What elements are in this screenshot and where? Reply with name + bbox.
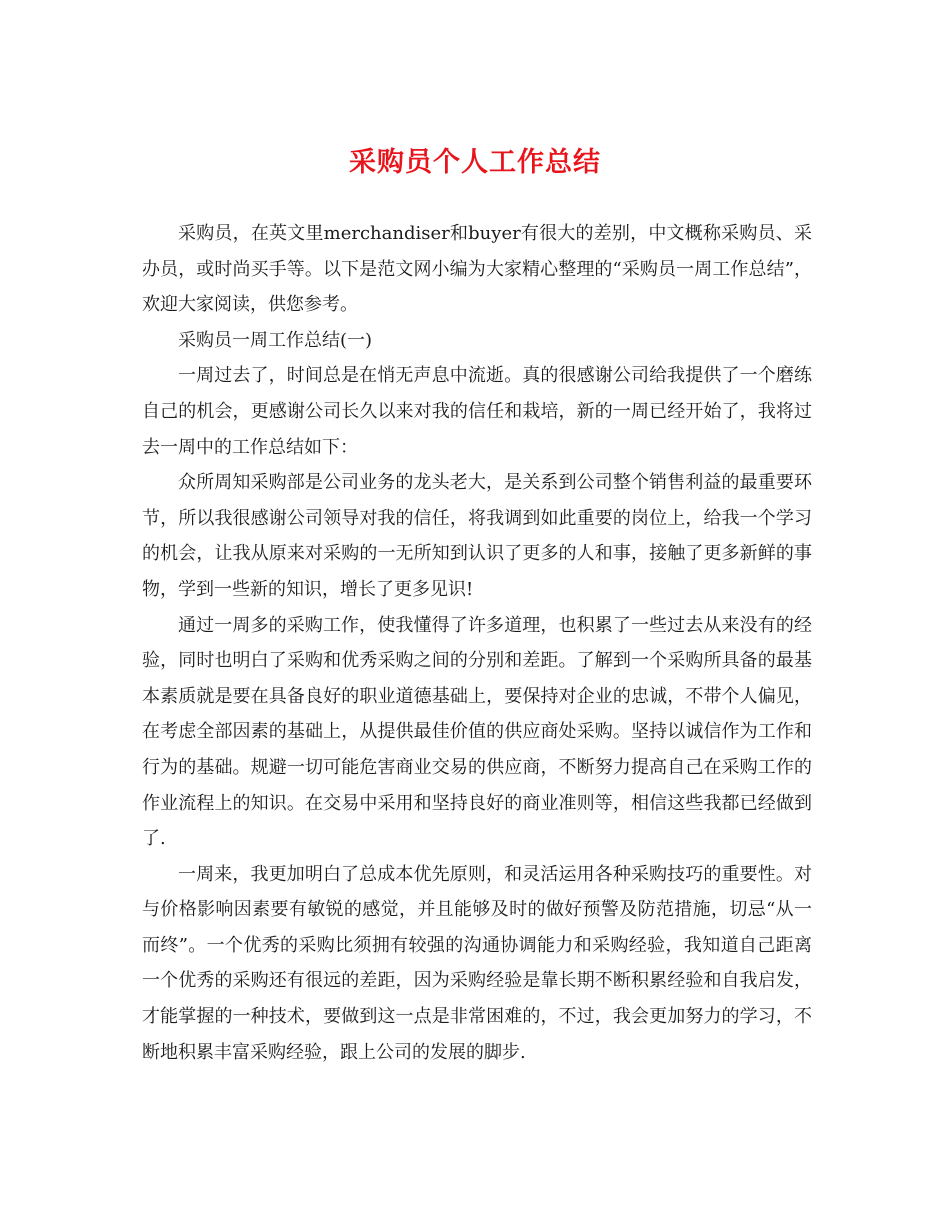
paragraph-2: 众所周知采购部是公司业务的龙头老大，是关系到公司整个销售利益的最重要环节，所以我很感谢公司领导对我的信任，将我调到如此重要的岗位上，给我一个学习的机会，让我从原来对采购的一无所知到认识了更多的人和事，接触了更多新鲜的事物，学到一些新的知识，增长了更多见识! xyxy=(142,472,812,600)
page-title: 采购员个人工作总结 xyxy=(349,147,601,178)
section-heading: 采购员一周工作总结(一) xyxy=(178,329,373,351)
paragraph-1: 一周过去了，时间总是在悄无声息中流逝。真的很感谢公司给我提供了一个磨练自己的机会，更感谢公司长久以来对我的信任和栽培，新的一周已经开始了，我将过去一周中的工作总结如下： xyxy=(142,365,812,458)
paragraph-3: 通过一周多的采购工作，使我懂得了许多道理，也积累了一些过去从来没有的经验，同时也明白了采购和优秀采购之间的分别和差距。了解到一个采购所具备的最基本素质就是要在具备良好的职业道德基础上，要保持对企业的忠诚，不带个人偏见，在考虑全部因素的基础上，从提供最佳价值的供应商处采购。坚持以诚信作为工作和行为的基础。规避一切可能危害商业交易的供应商，不断努力提高自己在采购工作的作业流程上的知识。在交易中采用和坚持良好的商业准则等，相信这些我都已经做到了. xyxy=(142,614,812,850)
paragraph-intro: 采购员，在英文里merchandiser和buyer有很大的差别，中文概称采购员、采办员，或时尚买手等。以下是范文网小编为大家精心整理的“采购员一周工作总结”，欢迎大家阅读，供您参考。 xyxy=(142,223,812,316)
document-body xyxy=(142,216,812,1070)
paragraph-4: 一周来，我更加明白了总成本优先原则，和灵活运用各种采购技巧的重要性。对与价格影响因素要有敏锐的感觉，并且能够及时的做好预警及防范措施，切忌“从一而终”。一个优秀的采购比须拥有较强的沟通协调能力和采购经验，我知道自己距离一个优秀的采购还有很远的差距，因为采购经验是靠长期不断积累经验和自我启发，才能掌握的一种技术，要做到这一点是非常困难的，不过，我会更加努力的学习，不断地积累丰富采购经验，跟上公司的发展的脚步. xyxy=(142,863,812,1063)
